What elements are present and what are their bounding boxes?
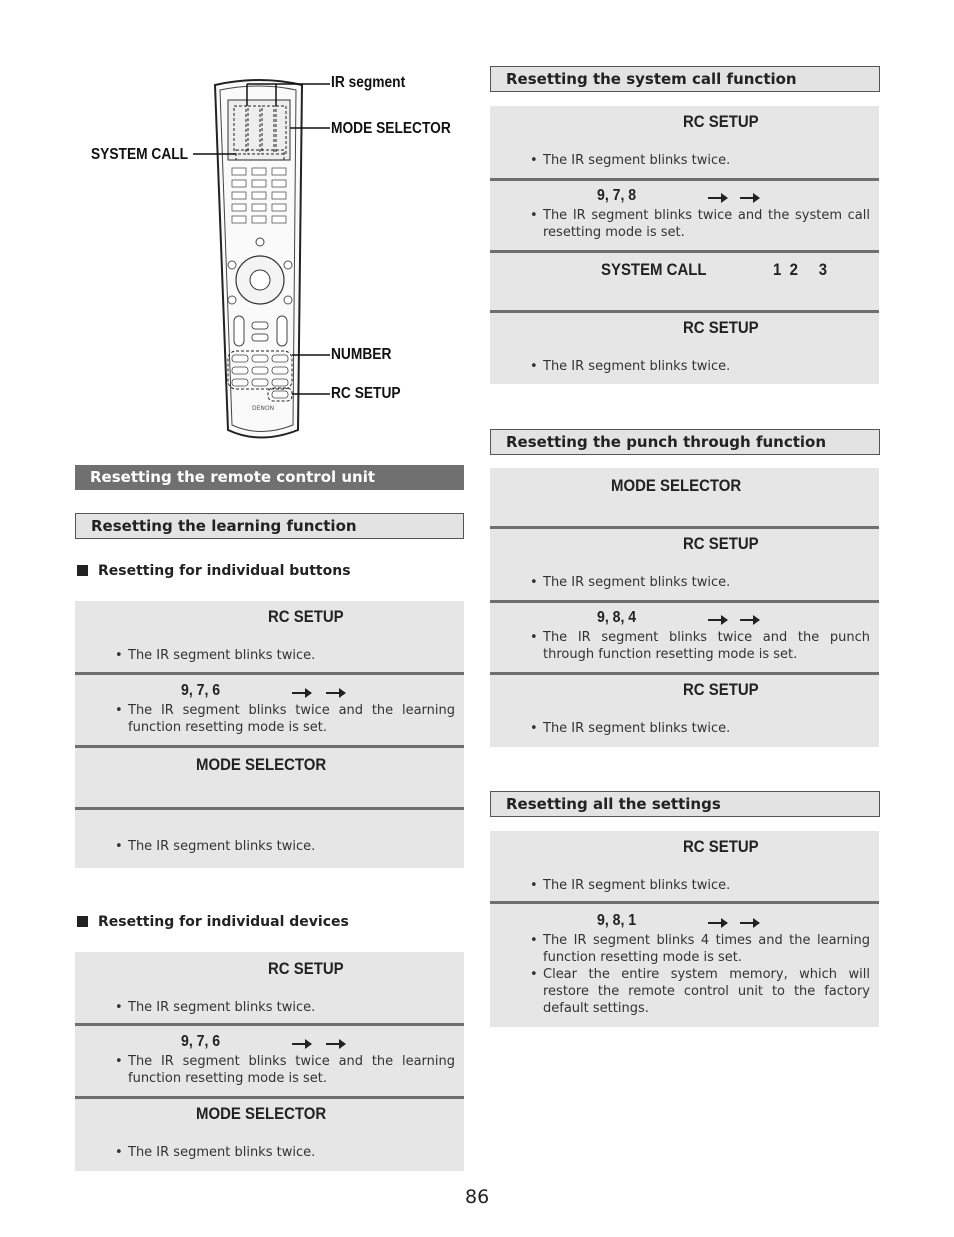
arrow-icon: [740, 197, 758, 199]
arrow-icon: [740, 619, 758, 621]
key-rc-setup: RC SETUP: [268, 607, 344, 626]
key-rc-setup: RC SETUP: [683, 318, 759, 337]
step-note: • The IR segment blinks twice.: [530, 358, 870, 375]
key-number-sequence: 9, 8, 1: [597, 912, 637, 929]
key-rc-setup: RC SETUP: [683, 112, 759, 131]
subheading-individual-devices: Resetting for individual devices: [77, 914, 349, 930]
rc-setup-label: RC SETUP: [331, 385, 401, 402]
arrow-icon: [740, 922, 758, 924]
step-note: • The IR segment blinks twice and the system call resetting mode is set.: [530, 207, 870, 241]
arrow-icon: [708, 922, 726, 924]
key-rc-setup: RC SETUP: [268, 959, 344, 978]
page-number: 86: [465, 1186, 490, 1208]
step-note: • The IR segment blinks twice and the learning function resetting mode is set.: [115, 702, 455, 736]
key-rc-setup: RC SETUP: [683, 837, 759, 856]
arrow-icon: [292, 692, 310, 694]
step-note: • The IR segment blinks twice.: [115, 647, 455, 664]
key-number-sequence: 9, 7, 6: [181, 682, 221, 699]
step-note: • The IR segment blinks 4 times and the learning function resetting mode is set. • Clear the entire system memory, which will restore the remote control unit to the factory default settings.: [530, 932, 870, 1017]
arrow-icon: [708, 197, 726, 199]
section-title-all-settings: Resetting all the settings: [490, 791, 880, 817]
mode-selector-label: MODE SELECTOR: [331, 120, 451, 137]
key-number-sequence: 9, 7, 8: [597, 187, 637, 204]
subheading-individual-buttons: Resetting for individual buttons: [77, 563, 351, 579]
key-system-call: SYSTEM CALL: [601, 260, 707, 279]
step-note: • The IR segment blinks twice and the learning function resetting mode is set.: [115, 1053, 455, 1087]
number-label: NUMBER: [331, 346, 392, 363]
step-note: • The IR segment blinks twice and the punch through function resetting mode is set.: [530, 629, 870, 663]
key-mode-selector: MODE SELECTOR: [196, 755, 327, 774]
remote-brand-logo: DENON: [252, 405, 275, 412]
key-rc-setup: RC SETUP: [683, 534, 759, 553]
section-title-system-call: Resetting the system call function: [490, 66, 880, 92]
step-note: • The IR segment blinks twice.: [115, 1144, 455, 1161]
arrow-icon: [708, 619, 726, 621]
key-number-sequence: 9, 7, 6: [181, 1033, 221, 1050]
step-note: • The IR segment blinks twice.: [530, 720, 870, 737]
section-title-punch-through: Resetting the punch through function: [490, 429, 880, 455]
key-number-sequence: 1 2 3: [773, 260, 828, 279]
step-note: • The IR segment blinks twice.: [115, 838, 455, 855]
section-title-learning: Resetting the learning function: [75, 513, 464, 539]
arrow-icon: [292, 1043, 310, 1045]
step-note: • The IR segment blinks twice.: [530, 877, 870, 894]
step-note: • The IR segment blinks twice.: [115, 999, 455, 1016]
key-number-sequence: 9, 8, 4: [597, 609, 637, 626]
key-rc-setup: RC SETUP: [683, 680, 759, 699]
system-call-label: SYSTEM CALL: [91, 146, 189, 163]
key-mode-selector: MODE SELECTOR: [611, 476, 742, 495]
arrow-icon: [326, 692, 344, 694]
step-note: • The IR segment blinks twice.: [530, 152, 870, 169]
step-note: • The IR segment blinks twice.: [530, 574, 870, 591]
arrow-icon: [326, 1043, 344, 1045]
ir-segment-label: IR segment: [331, 74, 406, 91]
key-mode-selector: MODE SELECTOR: [196, 1104, 327, 1123]
section-title-reset-remote: Resetting the remote control unit: [75, 465, 464, 490]
